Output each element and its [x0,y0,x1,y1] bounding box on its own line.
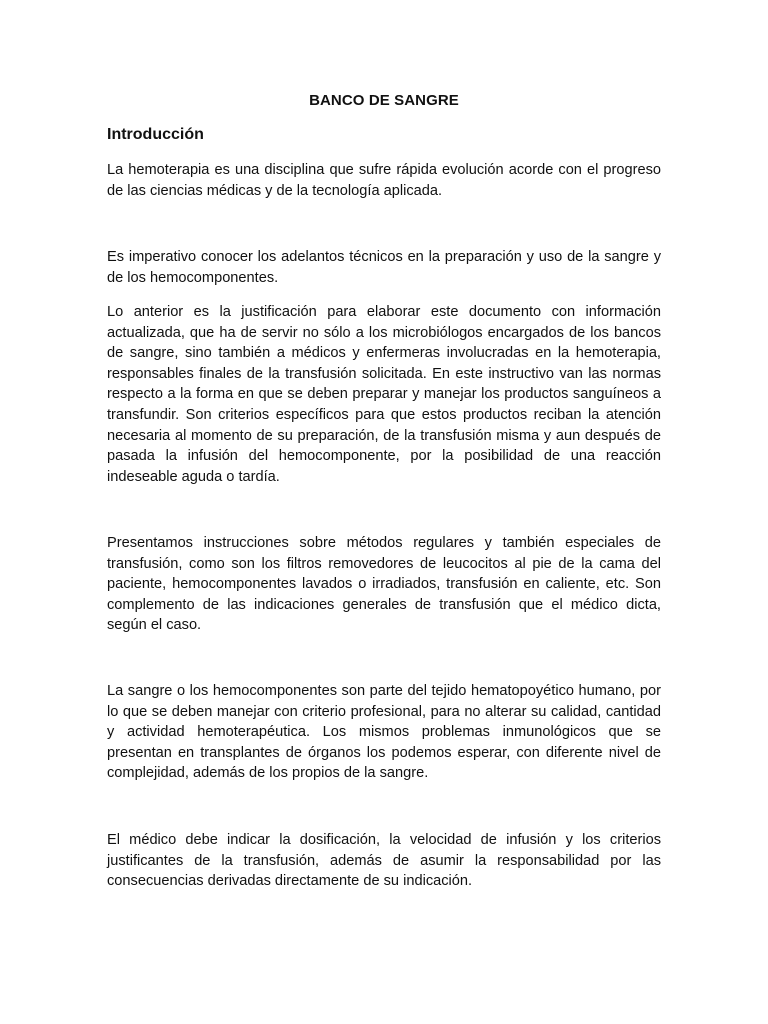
paragraph-4: Presentamos instrucciones sobre métodos regulares y también especiales de transfusión, como son los filtros removedores de leucocitos al pie de la cama del paciente, hemocomponentes lavados o irradiados, transfusión en caliente, etc. Son complemento de las indicaciones generales de transfusión que el médico dicta, según el caso. [107,535,661,634]
document-title: BANCO DE SANGRE [309,92,459,109]
paragraph-1: La hemoterapia es una disciplina que sufre rápida evolución acorde con el progreso de las ciencias médicas y de la tecnología aplicada. [107,162,661,199]
paragraph-6: El médico debe indicar la dosificación, la velocidad de infusión y los criterios justificantes de la transfusión, además de asumir la responsabilidad por las consecuencias derivadas directamente de su indicación. [107,832,661,890]
paragraph-2: Es imperativo conocer los adelantos técnicos en la preparación y uso de la sangre y de los hemocomponentes. [107,249,661,286]
paragraph-5: La sangre o los hemocomponentes son parte del tejido hematopoyético humano, por lo que se deben manejar con criterio profesional, para no alterar su calidad, cantidad y actividad hemoterapéutica. Los mismos problemas inmunológicos que se presentan en transplantes de órganos los podemos esperar, con diferente nivel de complejidad, además de los propios de la sangre. [107,683,661,782]
section-heading: Introducción [107,126,204,143]
paragraph-3: Lo anterior es la justificación para elaborar este documento con información actualizada, que ha de servir no sólo a los microbiólogos encargados de los bancos de sangre, sino también a médicos y enfermeras involucradas en la hemoterapia, responsables finales de la transfusión solicitada. En este instructivo van las normas respecto a la forma en que se deben preparar y manejar los productos sanguíneos a transfundir. Son criterios específicos para que estos productos reciban la atención necesaria al momento de su preparación, de la transfusión misma y aun después de pasada la infusión del hemocomponente, por la posibilidad de una reacción indeseable aguda o tardía. [107,304,661,485]
